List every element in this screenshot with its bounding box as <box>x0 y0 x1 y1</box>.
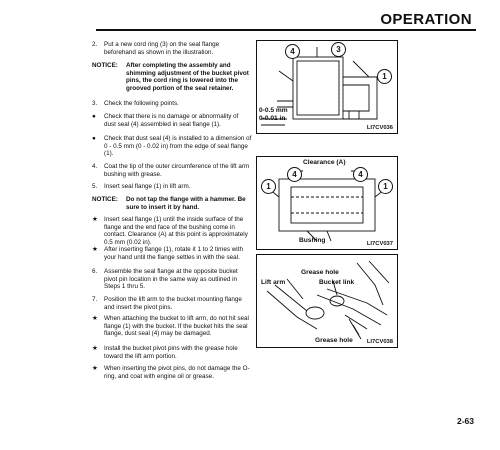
page-header <box>0 0 500 30</box>
step-marker: 4. <box>92 163 98 170</box>
step-marker: ● <box>92 135 96 142</box>
notice-label: NOTICE: <box>92 62 118 69</box>
step-item <box>92 246 252 261</box>
step-item <box>92 183 252 191</box>
step-text: Insert seal flange (1) in lift arm. <box>104 183 191 190</box>
step-item <box>92 365 252 380</box>
step-marker: 3. <box>92 100 98 107</box>
callout-4: 4 <box>285 44 300 59</box>
step-marker: ● <box>92 113 96 120</box>
step-marker: ★ <box>92 365 98 372</box>
dimension-mm-label: 0-0.5 mm <box>259 107 288 114</box>
step-item <box>92 113 252 128</box>
step-text: Check that there is no damage or abnormality of dust seal (4) assembled in seal flange (1). <box>104 113 239 128</box>
figure-code: LI7CV036 <box>366 125 393 131</box>
callout-1-left: 1 <box>261 179 276 194</box>
step-item <box>92 345 252 360</box>
notice-text: After completing the assembly and shimming adjustment of the bucket pivot pins, the cord ring is lowered into the grooved portion of the seal retainer. <box>126 62 249 92</box>
step-item <box>92 163 252 178</box>
step-text: Check that dust seal (4) is installed to a dimension of 0 - 0.5 mm (0 - 0.02 in) from the edge of seal flange (1). <box>104 135 252 158</box>
step-text: When inserting the pivot pins, do not damage the O-ring, and coat with engine oil or grease. <box>104 365 250 380</box>
step-item <box>92 100 252 108</box>
step-text: Position the lift arm to the bucket mounting flange and insert the pivot pins. <box>104 296 242 311</box>
figure-seal-flange <box>256 40 398 134</box>
clearance-label: Clearance (A) <box>303 159 346 166</box>
step-marker: 5. <box>92 183 98 190</box>
step-marker: 2. <box>92 41 98 48</box>
figure-clearance <box>256 156 398 250</box>
step-text: Check the following points. <box>104 100 179 107</box>
step-marker: ★ <box>92 246 98 253</box>
page-number: 2-63 <box>456 416 474 426</box>
lift-arm-label: Lift arm <box>261 279 286 286</box>
callout-1: 1 <box>377 69 392 84</box>
callout-4-right: 4 <box>353 167 368 182</box>
step-text: Insert seal flange (1) until the inside surface of the flange and the end face of the bushing come in contact. Clearance (A) at this point is approximately 0.5 mm (0.02 in). <box>104 216 248 246</box>
grease-hole-bottom-label: Grease hole <box>315 337 353 344</box>
step-text: When attaching the bucket to lift arm, do not hit seal flange (1) with the bucket. If the bucket hits the seal flange, dust seal (4) may be damaged. <box>104 315 249 338</box>
step-item <box>92 315 252 338</box>
dimension-in-label: 0-0.01 in <box>259 115 286 122</box>
step-marker: ★ <box>92 216 98 223</box>
step-item <box>92 268 252 291</box>
callout-1-right: 1 <box>378 179 393 194</box>
notice-label: NOTICE: <box>92 196 118 203</box>
step-item <box>92 41 252 56</box>
callout-4-left: 4 <box>287 167 302 182</box>
notice-block <box>92 196 252 211</box>
bushing-label: Bushing <box>299 237 326 244</box>
step-marker: 7. <box>92 296 98 303</box>
figure-clearance-drawing <box>257 157 397 249</box>
step-text: Coat the tip of the outer circumference of the lift arm bushing with grease. <box>104 163 250 178</box>
notice-block <box>92 62 252 92</box>
step-item <box>92 296 252 311</box>
step-text: After inserting flange (1), rotate it 1 to 2 times with your hand until the flange settles in with the seal. <box>104 246 243 261</box>
notice-text: Do not tap the flange with a hammer. Be sure to insert it by hand. <box>126 196 246 211</box>
header-rule <box>96 29 476 31</box>
figure-code: LI7CV038 <box>366 339 393 345</box>
step-marker: ★ <box>92 345 98 352</box>
step-text: Assemble the seal flange at the opposite bucket pivot pin location in the same way as outlined in Steps 1 thru 5. <box>104 268 238 291</box>
step-marker: 6. <box>92 268 98 275</box>
callout-3: 3 <box>331 42 346 57</box>
figure-pivot-pins <box>256 254 398 348</box>
step-marker: ★ <box>92 315 98 322</box>
step-item <box>92 135 252 158</box>
step-text: Put a new cord ring (3) on the seal flange beforehand as shown in the illustration. <box>104 41 220 56</box>
figure-code: LI7CV037 <box>366 241 393 247</box>
bucket-link-label: Bucket link <box>319 279 355 286</box>
step-item <box>92 216 252 246</box>
page-title: OPERATION <box>380 11 472 28</box>
grease-hole-top-label: Grease hole <box>301 269 339 276</box>
step-text: Install the bucket pivot pins with the grease hole toward the lift arm portion. <box>104 345 238 360</box>
